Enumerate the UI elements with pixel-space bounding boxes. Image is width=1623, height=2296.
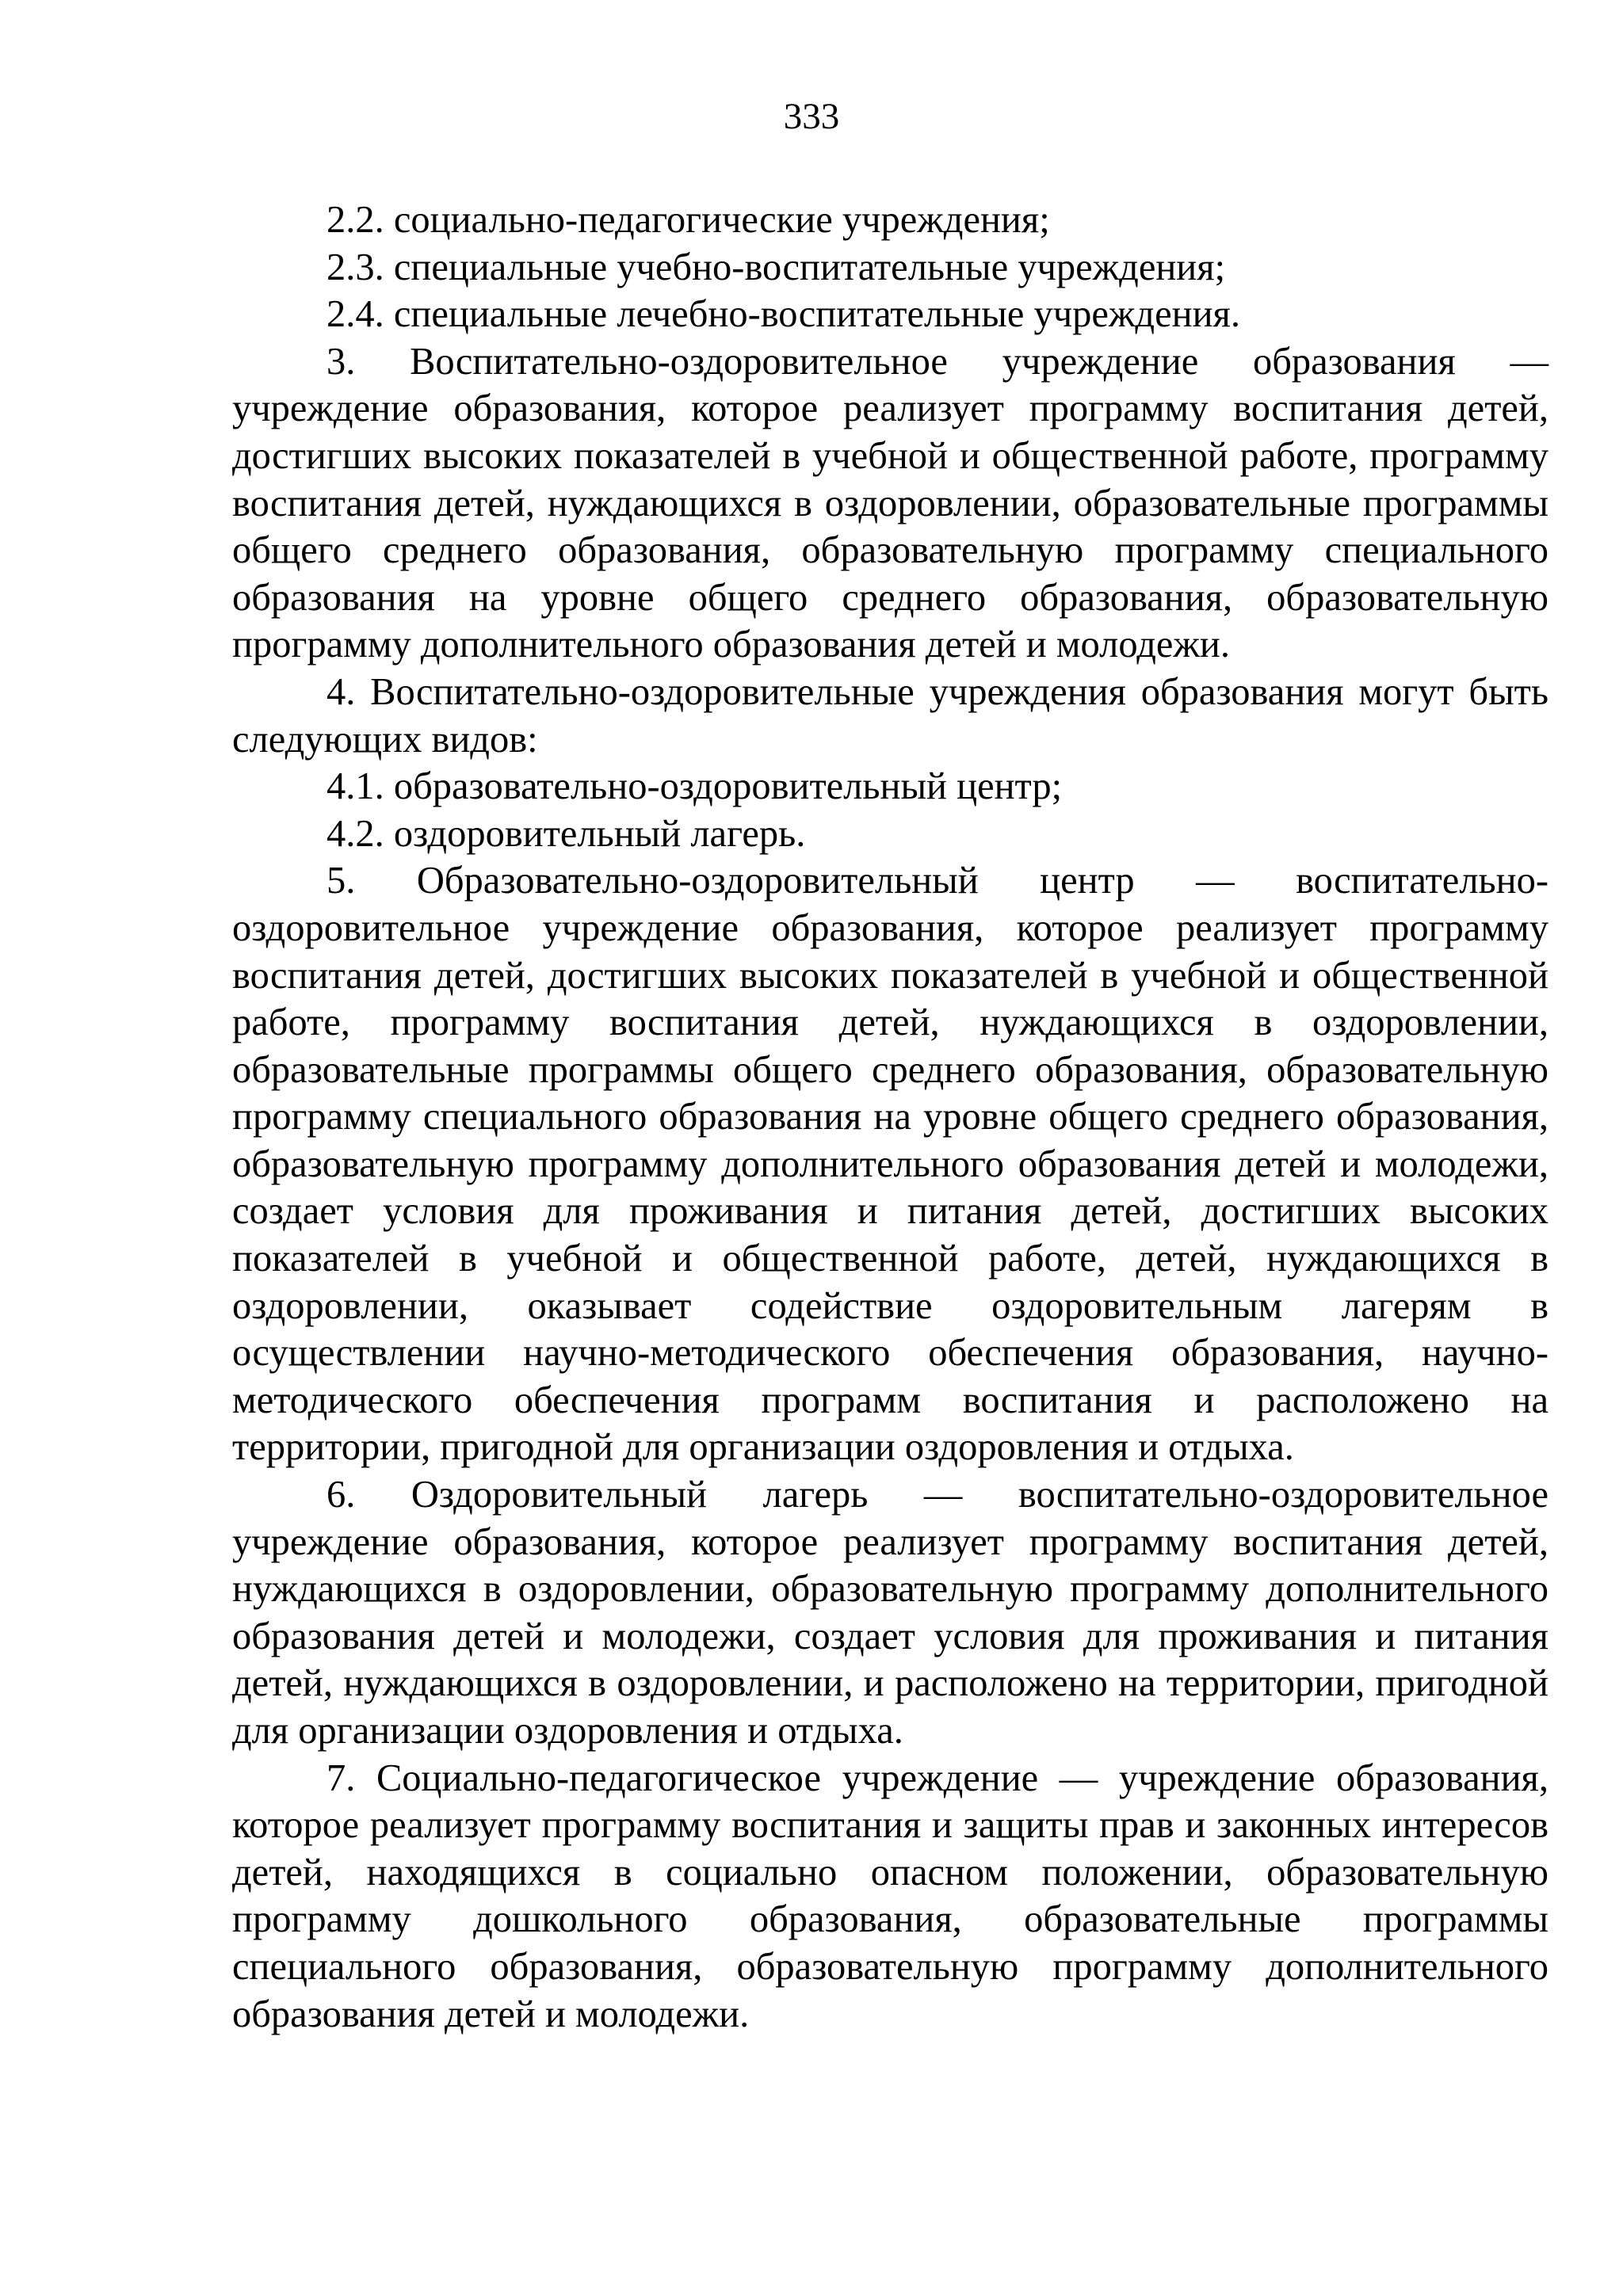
page-number: 333 xyxy=(783,96,840,137)
paragraph-5: 5. Образовательно-оздоровительный центр — воспитательно-оздоровительное учреждение образования, которое реализует программу воспитания детей, достигших высоких показателей в учебной и общественной работе, программу воспитания детей, нуждающихся в оздоровлении, образовательные программы общего среднего образования, образовательную программу специального образования на уровне общего среднего образования, образовательную программу дополнительного образования детей и молодежи, создает условия для проживания и питания детей, достигших высоких показателей в учебной и общественной работе, детей, нуждающихся в оздоровлении, оказывает содействие оздоровительным лагерям в осуществлении научно-методического обеспечения образования, научно-методического обеспечения программ воспитания и расположено на территории, пригодной для организации оздоровления и отдыха. xyxy=(232,860,1549,1469)
list-item-2-2: 2.2. социально-педагогические учреждения; xyxy=(327,199,1050,241)
paragraph-7: 7. Социально-педагогическое учреждение — учреждение образования, которое реализует программу воспитания и защиты прав и законных интересов детей, находящихся в социально опасном положении, образовательную программу дошкольного образования, образовательные программы специального образования, образовательную программу дополнительного образования детей и молодежи. xyxy=(232,1756,1549,2035)
list-item-2-3: 2.3. специальные учебно-воспитательные учреждения; xyxy=(327,246,1226,288)
paragraph-3: 3. Воспитательно-оздоровительное учреждение образования — учреждение образования, которое реализует программу воспитания детей, достигших высоких показателей в учебной и общественной работе, программу воспитания детей, нуждающихся в оздоровлении, образовательные программы общего среднего образования, образовательную программу специального образования на уровне общего среднего образования, образовательную программу дополнительного образования детей и молодежи. xyxy=(232,340,1549,666)
list-item-4-1: 4.1. образовательно-оздоровительный центр; xyxy=(327,765,1063,808)
list-item-2-4: 2.4. специальные лечебно-воспитательные учреждения. xyxy=(327,293,1240,336)
paragraph-6: 6. Оздоровительный лагерь — воспитательно-оздоровительное учреждение образования, которое реализует программу воспитания детей, нуждающихся в оздоровлении, образовательную программу дополнительного образования детей и молодежи, создает условия для проживания и питания детей, нуждающихся в оздоровлении, и расположено на территории, пригодной для организации оздоровления и отдыха. xyxy=(232,1474,1549,1752)
list-item-4-2: 4.2. оздоровительный лагерь. xyxy=(327,812,806,855)
paragraph-4: 4. Воспитательно-оздоровительные учреждения образования могут быть следующих видов: xyxy=(232,670,1549,761)
document-body xyxy=(232,196,1549,2038)
